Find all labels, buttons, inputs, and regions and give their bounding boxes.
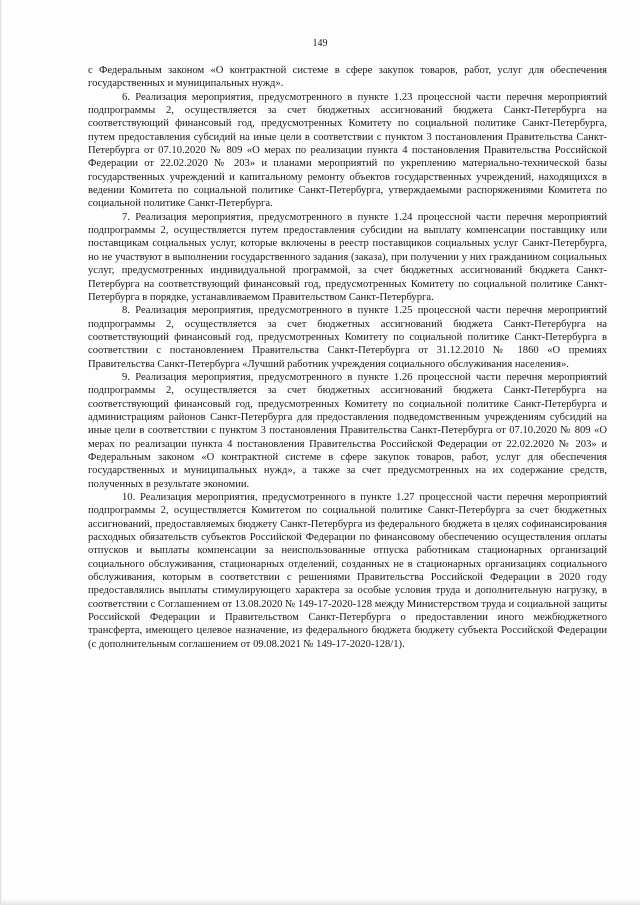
paragraph-item-6: 6. Реализация мероприятия, предусмотренного в пункте 1.23 процессной части перечня мероприятий подпрограммы 2, осуществляется за счет бюджетных ассигнований бюджета Санкт-Петербурга на соответствующий финансовый год, предусмотренных Комитету по социальной политике Санкт-Петербурга, путем предоставления субсидий на иные цели в соответствии с пунктом 3 постановления Правительства Санкт-Петербурга от 07.10.2020 № 809 «О мерах по реализации пункта 4 постановления Правительства Российской Федерации от 22.02.2020 № 203» и планами мероприятий по укреплению материально-технической базы государственных учреждений и капитальному ремонту объектов государственных учреждений, находящихся в ведении Комитета по социальной политике Санкт-Петербурга, утверждаемыми распоряжениями Комитета по социальной политике Санкт-Петербурга. (88, 91, 607, 210)
document-body (88, 64, 607, 651)
paragraph-item-9: 9. Реализация мероприятия, предусмотренного в пункте 1.26 процессной части перечня мероприятий подпрограммы 2, осуществляется за счет бюджетных ассигнований бюджета Санкт-Петербурга на соответствующий финансовый год, предусмотренных Комитету по социальной политике Санкт-Петербурга и администрациям районов Санкт-Петербурга для предоставления подведомственным учреждениям субсидий на иные цели в соответствии с пунктом 3 постановления Правительства Санкт-Петербурга от 07.10.2020 № 809 «О мерах по реализации пункта 4 постановления Правительства Российской Федерации от 22.02.2020 № 203» и Федеральным законом «О контрактной системе в сфере закупок товаров, работ, услуг для обеспечения государственных и муниципальных нужд», а также за счет предусмотренных на их содержание средств, полученных в результате экономии. (88, 371, 607, 490)
paragraph-item-10: 10. Реализация мероприятия, предусмотренного в пункте 1.27 процессной части перечня мероприятий подпрограммы 2, осуществляется Комитетом по социальной политике Санкт-Петербурга за счет бюджетных ассигнований, предоставляемых бюджету Санкт-Петербурга из федерального бюджета в целях софинансирования расходных обязательств субъектов Российской Федерации по финансовому обеспечению осуществления оплаты отпусков и выплаты компенсации за неиспользованные отпуска работникам стационарных организаций социального обслуживания, стационарных отделений, созданных не в стационарных организациях социального обслуживания, которым в соответствии с решениями Правительства Российской Федерации в 2020 году предоставлялись выплаты стимулирующего характера за особые условия труда и дополнительную нагрузку, в соответствии с Соглашением от 13.08.2020 № 149-17-2020-128 между Министерством труда и социальной защиты Российской Федерации и Правительством Санкт-Петербурга о предоставлении иного межбюджетного трансферта, имеющего целевое назначение, из федерального бюджета бюджету субъекта Российской Федерации (с дополнительным соглашением от 09.08.2021 № 149-17-2020-128/1). (88, 492, 607, 650)
scan-edge-left (0, 0, 2, 905)
scan-edge-bottom (0, 899, 640, 905)
paragraph-item-7: 7. Реализация мероприятия, предусмотренного в пункте 1.24 процессной части перечня мероприятий подпрограммы 2, осуществляется путем предоставления субсидии на выплату компенсации поставщику или поставщикам социальных услуг, которые включены в реестр поставщиков социальных услуг Санкт-Петербурга, но не участвуют в выполнении государственного задания (заказа), при получении у них гражданином социальных услуг, предусмотренных индивидуальной программой, за счет бюджетных ассигнований бюджета Санкт-Петербурга на соответствующий финансовый год, предусмотренных Комитету по социальной политике Санкт-Петербурга в порядке, устанавливаемом Правительством Санкт-Петербурга. (88, 211, 607, 303)
paragraph-continuation: с Федеральным законом «О контрактной системе в сфере закупок товаров, работ, услуг для обеспечения государственных и муниципальных нужд». (88, 65, 607, 90)
page-number: 149 (312, 38, 328, 49)
paragraph-item-8: 8. Реализация мероприятия, предусмотренного в пункте 1.25 процессной части перечня мероприятий подпрограммы 2, осуществляется за счет бюджетных ассигнований бюджета Санкт-Петербурга на соответствующий финансовый год, предусмотренных Комитету по социальной политике Санкт-Петербурга в соответствии с постановлением Правительства Санкт-Петербурга от 31.12.2010 № 1860 «О премиях Правительства Санкт-Петербурга «Лучший работник учреждения социального обслуживания населения». (88, 305, 607, 370)
